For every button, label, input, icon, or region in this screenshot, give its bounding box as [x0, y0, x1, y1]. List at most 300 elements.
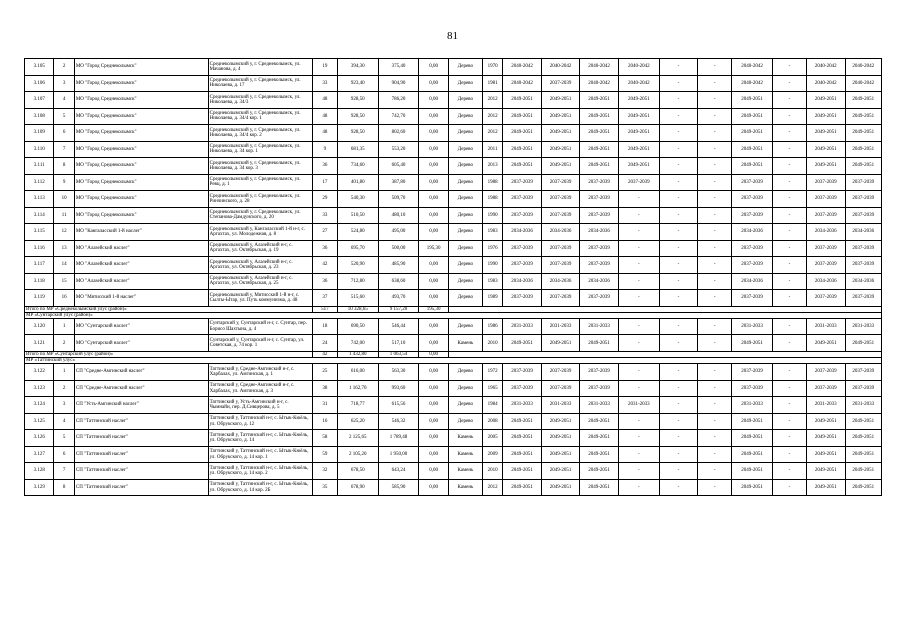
cell-c4: 0,00 — [419, 92, 448, 109]
cell-y4: - — [618, 446, 659, 463]
cell-c1: 16 — [312, 413, 337, 430]
cell-y5: 2049-2051 — [732, 158, 773, 175]
cell-y2: 2040-2042 — [541, 59, 580, 76]
cell-d2: - — [698, 446, 732, 463]
cell-d3: - — [773, 397, 807, 414]
cell-id: 3.125 — [25, 413, 54, 430]
table-row — [25, 59, 882, 76]
cell-addr: Среднеколымский у, г. Среднеколымск, ул. Николаева, д. 34/4 кор. 1 — [208, 108, 312, 125]
cell-y5: 2049-2051 — [732, 141, 773, 158]
cell-y7: 2037-2039 — [845, 364, 881, 381]
cell-y6: 2037-2039 — [807, 257, 846, 274]
cell-id: 3.106 — [25, 75, 54, 92]
table-row — [25, 290, 882, 307]
cell-y1: 2040-2042 — [503, 59, 542, 76]
cell-y7: 2037-2039 — [845, 174, 881, 191]
cell-d1: - — [659, 318, 698, 335]
cell-addr: Таттинский у, Таттинский н-г, с. Ытык-Кюёль, ул. Обрукского, д. 12 — [208, 413, 312, 430]
cell-id: 3.122 — [25, 364, 54, 381]
cell-y2: 2037-2039 — [541, 174, 580, 191]
cell-c3: 993,60 — [378, 380, 419, 397]
cell-mat: Дерево — [448, 59, 482, 76]
cell-year: 1965 — [482, 380, 502, 397]
cell-mo: МО "Город Среднеколымск" — [74, 125, 208, 142]
cell-id: 3.105 — [25, 59, 54, 76]
cell-addr: Среднеколымский у, Кангаласский 1-й н-г, с. Аргахтах, ул. Молодежная, д. 8 — [208, 224, 312, 241]
cell-y5: 2034-2036 — [732, 273, 773, 290]
cell-c4: 0,00 — [419, 446, 448, 463]
cell-y4: - — [618, 430, 659, 447]
cell-id: 3.110 — [25, 141, 54, 158]
cell-y1: 2037-2039 — [503, 207, 542, 224]
cell-y4: 2049-2051 — [618, 125, 659, 142]
cell-c2: 520,90 — [337, 257, 378, 274]
cell-y4: 2049-2051 — [618, 108, 659, 125]
cell-id: 3.124 — [25, 397, 54, 414]
cell-c3: 585,90 — [378, 479, 419, 496]
cell-c1: 48 — [312, 125, 337, 142]
cell-y2: 2031-2033 — [541, 397, 580, 414]
cell-year: 2012 — [482, 125, 502, 142]
cell-n: 2 — [54, 335, 74, 352]
cell-addr: Среднеколымский у, г. Среднеколымск, ул. Ревц, д. 1 — [208, 174, 312, 191]
cell-n: 1 — [54, 364, 74, 381]
cell-c3: 615,56 — [378, 397, 419, 414]
cell-addr: Таттинский у, Усть-Амгинский н-г, с. Чымнайи, пер. Д.Сивцерова, д. 5 — [208, 397, 312, 414]
cell-year: 2010 — [482, 335, 502, 352]
cell-d3: - — [773, 125, 807, 142]
table-row — [25, 446, 882, 463]
cell-year: 1984 — [482, 397, 502, 414]
cell-y6: 2049-2051 — [807, 158, 846, 175]
cell-y2: 2037-2039 — [541, 257, 580, 274]
cell-n: 7 — [54, 463, 74, 480]
cell-addr: Сунтарский у, Сунтарский н-г, с. Сунтар, пер. Борисо Шахтына, д. 4 — [208, 318, 312, 335]
cell-mo: МО "Город Среднеколымск" — [74, 75, 208, 92]
cell-d2: - — [698, 257, 732, 274]
cell-mat: Дерево — [448, 240, 482, 257]
cell-year: 2011 — [482, 141, 502, 158]
cell-c3: 643,24 — [378, 463, 419, 480]
cell-addr: Среднеколымский у, Алазейский н-г, с. Аргахтах, ул. Октябрьская, д. 23 — [208, 257, 312, 274]
cell-d1: - — [659, 479, 698, 496]
cell-d2: - — [698, 92, 732, 109]
cell-c2: 2 105,20 — [337, 446, 378, 463]
cell-y2: 2037-2039 — [541, 364, 580, 381]
cell-y3: 2049-2051 — [580, 141, 619, 158]
cell-c2: 2 125,65 — [337, 430, 378, 447]
cell-mo: СП "Таттинский наслег" — [74, 479, 208, 496]
cell-mat: Дерево — [448, 92, 482, 109]
cell-d3: - — [773, 191, 807, 208]
cell-y6: 2049-2051 — [807, 125, 846, 142]
cell-mo: СП "Таттинский наслег" — [74, 446, 208, 463]
table-row — [25, 273, 882, 290]
cell-d3: - — [773, 463, 807, 480]
cell-y5: 2037-2039 — [732, 364, 773, 381]
cell-y7: 2049-2051 — [845, 463, 881, 480]
cell-y5: 2037-2039 — [732, 240, 773, 257]
cell-mat: Дерево — [448, 257, 482, 274]
cell-c4: 195,30 — [419, 240, 448, 257]
cell-c4: 0,00 — [419, 191, 448, 208]
summary-c2: 1 432,80 — [337, 351, 378, 357]
cell-y3: 2049-2051 — [580, 446, 619, 463]
cell-c4: 0,00 — [419, 224, 448, 241]
cell-d2: - — [698, 108, 732, 125]
cell-d3: - — [773, 207, 807, 224]
cell-id: 3.128 — [25, 463, 54, 480]
summary-label: Итого по МР «Сунтарский улус (район)» — [25, 351, 313, 357]
cell-y7: 2034-2036 — [845, 273, 881, 290]
cell-c1: 37 — [312, 290, 337, 307]
cell-y3: 2037-2039 — [580, 240, 619, 257]
cell-y1: 2037-2039 — [503, 257, 542, 274]
cell-id: 3.112 — [25, 174, 54, 191]
cell-c4: 0,00 — [419, 380, 448, 397]
cell-mo: МО "Город Среднеколымск" — [74, 141, 208, 158]
cell-y5: 2049-2051 — [732, 463, 773, 480]
cell-d1: - — [659, 240, 698, 257]
cell-y3: 2049-2051 — [580, 479, 619, 496]
cell-y5: 2031-2033 — [732, 397, 773, 414]
cell-d2: - — [698, 430, 732, 447]
cell-d3: - — [773, 290, 807, 307]
cell-y6: 2037-2039 — [807, 240, 846, 257]
cell-y2: 2049-2051 — [541, 158, 580, 175]
summary-c4: 0,00 — [419, 351, 448, 357]
cell-year: 2005 — [482, 430, 502, 447]
cell-year: 2013 — [482, 158, 502, 175]
cell-y7: 2037-2039 — [845, 240, 881, 257]
table-row — [25, 92, 882, 109]
cell-d1: - — [659, 290, 698, 307]
cell-d3: - — [773, 108, 807, 125]
cell-y5: 2037-2039 — [732, 290, 773, 307]
cell-d1: - — [659, 335, 698, 352]
cell-y1: 2037-2039 — [503, 380, 542, 397]
cell-d1: - — [659, 108, 698, 125]
cell-d3: - — [773, 430, 807, 447]
cell-d3: - — [773, 75, 807, 92]
cell-y1: 2037-2039 — [503, 240, 542, 257]
table-row — [25, 318, 882, 335]
cell-addr: Среднеколымский у, г. Среднеколымск, ул. Ринчинского, д. 28 — [208, 191, 312, 208]
cell-mat: Камень — [448, 479, 482, 496]
cell-addr: Таттинский у, Таттинский н-г, с. Ытык-Кюёль, ул. Обрукского, д. 14 — [208, 430, 312, 447]
cell-c4: 0,00 — [419, 273, 448, 290]
cell-addr: Среднеколымский у, г. Среднеколымск, ул. Николаева, д. 34/3 — [208, 92, 312, 109]
cell-y6: 2037-2039 — [807, 207, 846, 224]
cell-y5: 2049-2051 — [732, 479, 773, 496]
cell-c2: 616,00 — [337, 364, 378, 381]
cell-y3: 2037-2039 — [580, 380, 619, 397]
cell-c3: 495,00 — [378, 224, 419, 241]
cell-d3: - — [773, 257, 807, 274]
cell-y7: 2049-2051 — [845, 108, 881, 125]
cell-d3: - — [773, 158, 807, 175]
cell-c3: 802,60 — [378, 125, 419, 142]
cell-id: 3.113 — [25, 191, 54, 208]
cell-y6: 2049-2051 — [807, 108, 846, 125]
cell-year: 2008 — [482, 413, 502, 430]
cell-y1: 2037-2039 — [503, 364, 542, 381]
cell-year: 1972 — [482, 364, 502, 381]
cell-d2: - — [698, 290, 732, 307]
cell-id: 3.129 — [25, 479, 54, 496]
table-row — [25, 158, 882, 175]
cell-c4: 0,00 — [419, 174, 448, 191]
cell-d3: - — [773, 59, 807, 76]
cell-d3: - — [773, 380, 807, 397]
cell-c4: 0,00 — [419, 413, 448, 430]
cell-mat: Камень — [448, 463, 482, 480]
cell-mat: Камень — [448, 335, 482, 352]
cell-y2: 2049-2051 — [541, 463, 580, 480]
table-row — [25, 141, 882, 158]
cell-year: 1990 — [482, 207, 502, 224]
cell-c1: 9 — [312, 141, 337, 158]
cell-c1: 59 — [312, 446, 337, 463]
cell-c4: 0,00 — [419, 141, 448, 158]
cell-c3: 375,40 — [378, 59, 419, 76]
cell-y7: 2049-2051 — [845, 141, 881, 158]
cell-y5: 2037-2039 — [732, 174, 773, 191]
cell-mo: МО "Алазейский наслег" — [74, 240, 208, 257]
cell-y3: 2049-2051 — [580, 463, 619, 480]
cell-n: 6 — [54, 125, 74, 142]
cell-y5: 2034-2036 — [732, 224, 773, 241]
cell-c1: 42 — [312, 257, 337, 274]
cell-y3: 2037-2039 — [580, 207, 619, 224]
table-row — [25, 257, 882, 274]
housing-table — [24, 58, 882, 496]
cell-y6: 2037-2039 — [807, 191, 846, 208]
cell-c2: 923,40 — [337, 75, 378, 92]
cell-mo: СП "Усть-Амгинский наслег" — [74, 397, 208, 414]
cell-y2: 2049-2051 — [541, 446, 580, 463]
cell-d3: - — [773, 364, 807, 381]
cell-y7: 2037-2039 — [845, 257, 881, 274]
cell-y5: 2037-2039 — [732, 191, 773, 208]
cell-addr: Таттинский у, Таттинский н-г, с. Ытык-Кюёль, ул. Обрукского, д. 14 кор. 2 — [208, 463, 312, 480]
cell-y7: 2040-2042 — [845, 59, 881, 76]
cell-y4: 2049-2051 — [618, 92, 659, 109]
cell-d1: - — [659, 191, 698, 208]
cell-c4: 0,00 — [419, 125, 448, 142]
cell-y3: 2037-2039 — [580, 191, 619, 208]
cell-c3: 493,70 — [378, 290, 419, 307]
cell-year: 1983 — [482, 273, 502, 290]
cell-c3: 742,70 — [378, 108, 419, 125]
cell-mat: Дерево — [448, 413, 482, 430]
cell-d1: - — [659, 174, 698, 191]
cell-id: 3.123 — [25, 380, 54, 397]
cell-mo: МО "Сунтарский наслег" — [74, 318, 208, 335]
cell-y5: 2031-2033 — [732, 318, 773, 335]
cell-c2: 401,80 — [337, 174, 378, 191]
cell-n: 14 — [54, 257, 74, 274]
cell-y1: 2049-2051 — [503, 463, 542, 480]
cell-d2: - — [698, 75, 732, 92]
cell-addr: Таттинский у, Средне-Амгинский н-г, с. Харбалах, ул. Амгинская, д. 1 — [208, 364, 312, 381]
cell-year: 1981 — [482, 75, 502, 92]
cell-y3: 2049-2051 — [580, 92, 619, 109]
cell-y1: 2037-2039 — [503, 174, 542, 191]
table-row — [25, 335, 882, 352]
cell-n: 1 — [54, 318, 74, 335]
cell-y2: 2037-2039 — [541, 75, 580, 92]
cell-y7: 2049-2051 — [845, 413, 881, 430]
cell-addr: Таттинский у, Таттинский н-г, с. Ытык-Кюёль, ул. Обрукского, д. 14 кор. 2Б — [208, 479, 312, 496]
cell-y1: 2049-2051 — [503, 141, 542, 158]
table-row — [25, 125, 882, 142]
cell-y4: - — [618, 224, 659, 241]
cell-y7: 2037-2039 — [845, 290, 881, 307]
cell-addr: Среднеколымский у, Мятисский 1-й н-г, с. Сылгы-Ытар, ул. Путь коммунизма, д. 48 — [208, 290, 312, 307]
cell-d1: - — [659, 463, 698, 480]
cell-c1: 36 — [312, 273, 337, 290]
cell-d2: - — [698, 125, 732, 142]
cell-y6: 2049-2051 — [807, 446, 846, 463]
cell-c2: 510,50 — [337, 207, 378, 224]
cell-d1: - — [659, 207, 698, 224]
cell-y4: - — [618, 463, 659, 480]
cell-id: 3.115 — [25, 224, 54, 241]
cell-mo: МО "Алазейский наслег" — [74, 257, 208, 274]
cell-d3: - — [773, 174, 807, 191]
cell-y1: 2049-2051 — [503, 158, 542, 175]
cell-y5: 2049-2051 — [732, 413, 773, 430]
cell-d1: - — [659, 141, 698, 158]
cell-c1: 35 — [312, 479, 337, 496]
cell-n: 2 — [54, 380, 74, 397]
cell-mat: Дерево — [448, 108, 482, 125]
cell-y3: 2037-2039 — [580, 257, 619, 274]
cell-y4: 2040-2042 — [618, 59, 659, 76]
cell-c1: 58 — [312, 430, 337, 447]
cell-c3: 485,90 — [378, 257, 419, 274]
cell-c2: 928,50 — [337, 108, 378, 125]
cell-mo: СП "Таттинский наслег" — [74, 463, 208, 480]
housing-table-container — [24, 58, 882, 496]
cell-d2: - — [698, 413, 732, 430]
cell-y2: 2037-2039 — [541, 240, 580, 257]
cell-y2: 2049-2051 — [541, 92, 580, 109]
cell-n: 11 — [54, 207, 74, 224]
cell-c2: 718,77 — [337, 397, 378, 414]
cell-id: 3.116 — [25, 240, 54, 257]
cell-year: 1970 — [482, 59, 502, 76]
cell-mat: Дерево — [448, 364, 482, 381]
cell-d2: - — [698, 463, 732, 480]
cell-d2: - — [698, 224, 732, 241]
cell-c2: 681,35 — [337, 141, 378, 158]
section-label: МР «Сунтарский улус (район)» — [25, 312, 882, 318]
cell-n: 5 — [54, 430, 74, 447]
cell-y5: 2049-2051 — [732, 430, 773, 447]
cell-y1: 2049-2051 — [503, 413, 542, 430]
cell-d1: - — [659, 273, 698, 290]
cell-mo: МО "Город Среднеколымск" — [74, 59, 208, 76]
cell-y3: 2049-2051 — [580, 108, 619, 125]
cell-c1: 48 — [312, 92, 337, 109]
table-row — [25, 430, 882, 447]
cell-c4: 0,00 — [419, 59, 448, 76]
cell-mo: МО "Алазейский наслег" — [74, 273, 208, 290]
cell-y6: 2049-2051 — [807, 463, 846, 480]
table-row — [25, 224, 882, 241]
cell-y5: 2049-2051 — [732, 108, 773, 125]
cell-c3: 638,60 — [378, 273, 419, 290]
cell-d1: - — [659, 158, 698, 175]
cell-id: 3.120 — [25, 318, 54, 335]
cell-c2: 678,90 — [337, 479, 378, 496]
cell-n: 10 — [54, 191, 74, 208]
cell-y3: 2049-2051 — [580, 335, 619, 352]
cell-y6: 2037-2039 — [807, 380, 846, 397]
cell-year: 2009 — [482, 446, 502, 463]
cell-c2: 394,30 — [337, 59, 378, 76]
cell-c3: 563,30 — [378, 364, 419, 381]
cell-n: 15 — [54, 273, 74, 290]
cell-y2: 2049-2051 — [541, 141, 580, 158]
cell-id: 3.111 — [25, 158, 54, 175]
cell-year: 1988 — [482, 191, 502, 208]
cell-c3: 546,44 — [378, 318, 419, 335]
cell-addr: Среднеколымский у, Алазейский н-г, с. Аргахтах, ул. Октябрьская, д. 25 — [208, 273, 312, 290]
cell-y7: 2031-2033 — [845, 397, 881, 414]
cell-year: 1990 — [482, 257, 502, 274]
cell-addr: Среднеколымский у, г. Среднеколымск, ул. Николаева, д. 34/4 кор. 2 — [208, 125, 312, 142]
cell-c1: 36 — [312, 240, 337, 257]
cell-n: 13 — [54, 240, 74, 257]
cell-d1: - — [659, 59, 698, 76]
cell-d1: - — [659, 125, 698, 142]
table-row — [25, 380, 882, 397]
table-row — [25, 75, 882, 92]
cell-c1: 36 — [312, 158, 337, 175]
cell-y2: 2037-2039 — [541, 191, 580, 208]
cell-year: 1989 — [482, 290, 502, 307]
cell-c2: 678,50 — [337, 463, 378, 480]
cell-y4: - — [618, 257, 659, 274]
cell-addr: Среднеколымский у, г. Среднеколымск, ул. Николаева, д. 34 кор. 1 — [208, 141, 312, 158]
cell-y5: 2040-2042 — [732, 59, 773, 76]
cell-n: 5 — [54, 108, 74, 125]
cell-y2: 2049-2051 — [541, 335, 580, 352]
cell-y4: 2031-2033 — [618, 397, 659, 414]
cell-mo: СП "Таттинский наслег" — [74, 430, 208, 447]
cell-addr: Среднеколымский у, г. Среднеколымск, ул. Мачанова, д. 4 — [208, 59, 312, 76]
cell-n: 4 — [54, 92, 74, 109]
table-row — [25, 174, 882, 191]
cell-n: 9 — [54, 174, 74, 191]
cell-y7: 2049-2051 — [845, 92, 881, 109]
cell-mat: Дерево — [448, 191, 482, 208]
cell-y6: 2049-2051 — [807, 479, 846, 496]
cell-d1: - — [659, 430, 698, 447]
cell-y4: 2037-2039 — [618, 174, 659, 191]
cell-d3: - — [773, 335, 807, 352]
cell-mo: МО "Город Среднеколымск" — [74, 191, 208, 208]
cell-n: 6 — [54, 446, 74, 463]
cell-d3: - — [773, 413, 807, 430]
table-row — [25, 207, 882, 224]
cell-n: 12 — [54, 224, 74, 241]
cell-c1: 17 — [312, 174, 337, 191]
cell-mo: МО "Город Среднеколымск" — [74, 158, 208, 175]
